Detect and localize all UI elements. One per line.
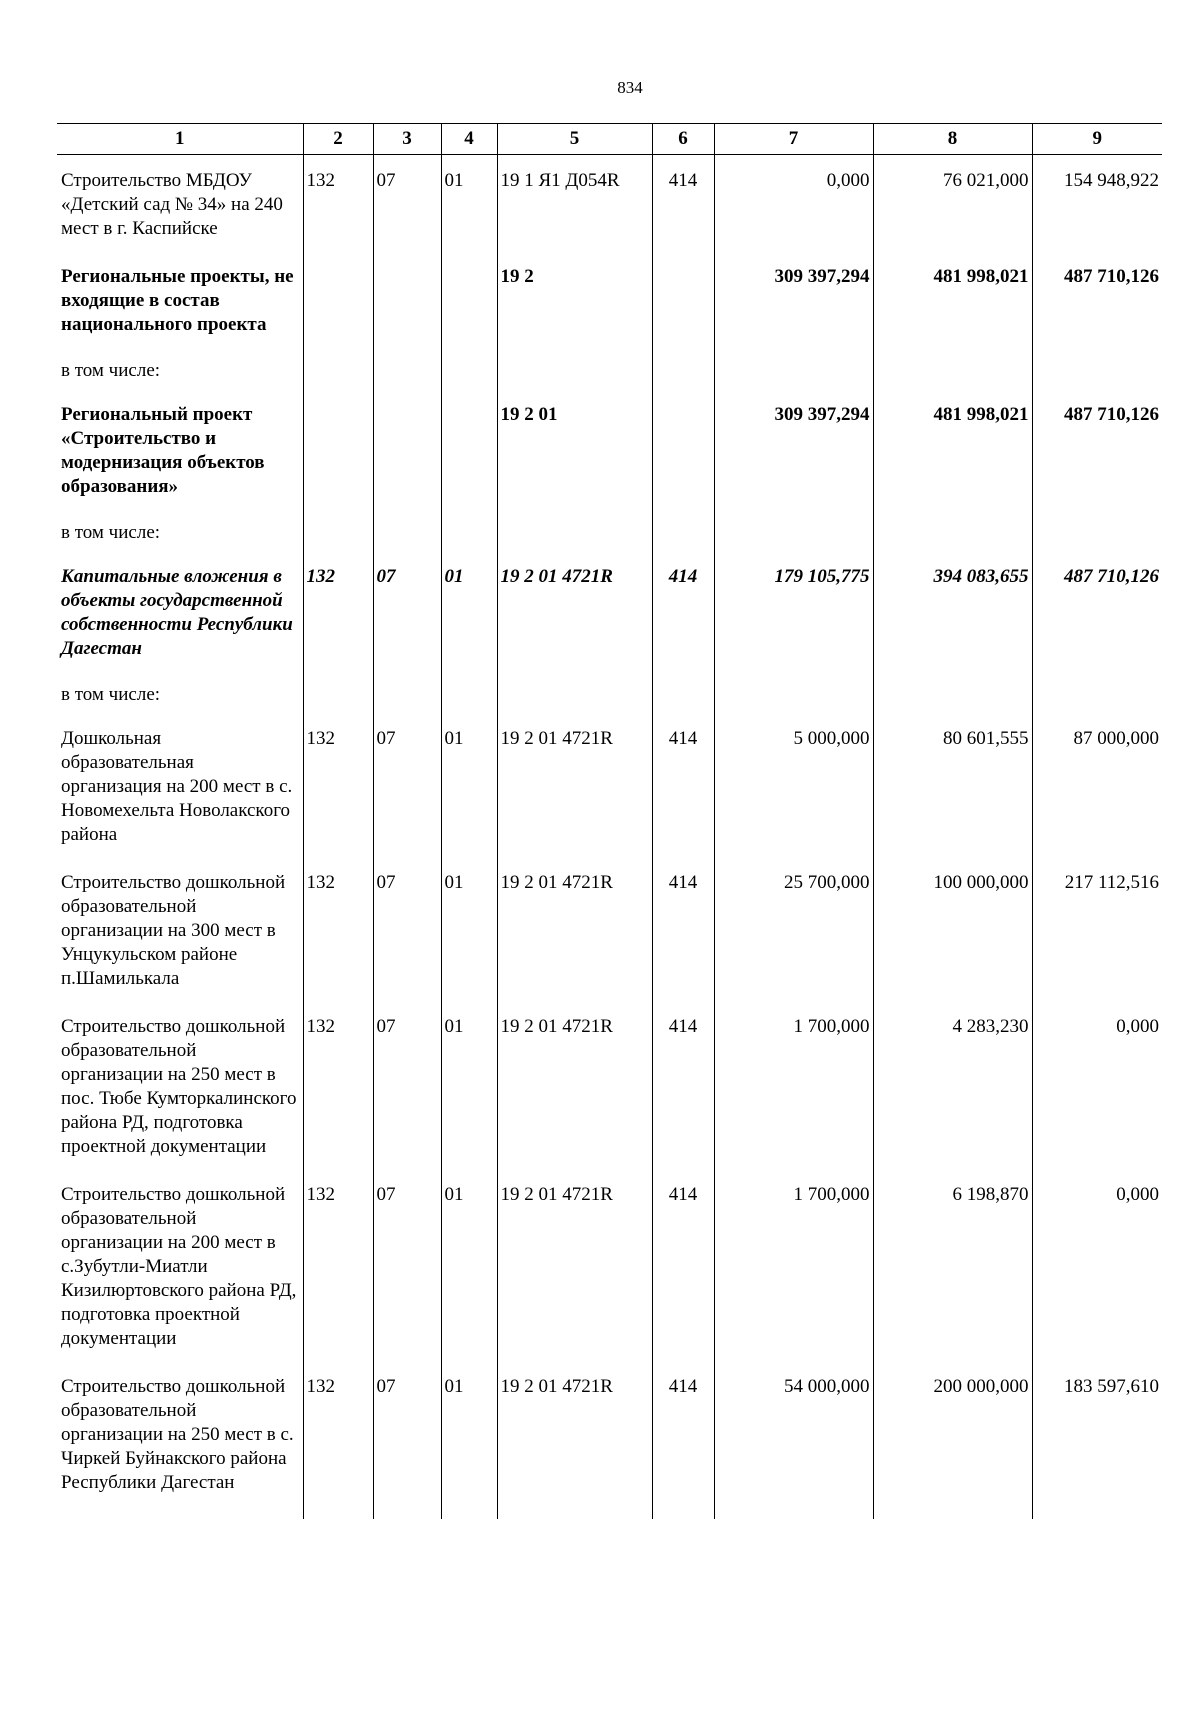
row-name-cell: Строительство дошкольной образовательной организации на 300 мест в Унцукульском районе п.Шамилькала bbox=[61, 872, 286, 989]
section-code-cell: 07 bbox=[373, 1001, 441, 1169]
subsection-code-cell bbox=[441, 671, 497, 713]
row-name-cell: в том числе: bbox=[61, 684, 161, 705]
amount-col8-cell: 394 083,655 bbox=[873, 551, 1032, 671]
column-header: 3 bbox=[373, 124, 441, 155]
row-name-cell: Строительство дошкольной образовательной организации на 200 мест в с.Зубутли-Миатли Кизилюртовского района РД, подготовка проектной документации bbox=[61, 1184, 297, 1349]
amount-col8-cell bbox=[873, 347, 1032, 389]
subsection-code-cell: 01 bbox=[441, 551, 497, 671]
amount-col7-cell: 54 000,000 bbox=[714, 1361, 873, 1519]
amount-col9-cell: 0,000 bbox=[1032, 1001, 1162, 1169]
admin-code-cell: 132 bbox=[303, 155, 373, 252]
amount-col8-cell bbox=[873, 671, 1032, 713]
column-header: 2 bbox=[303, 124, 373, 155]
admin-code-cell: 132 bbox=[303, 713, 373, 857]
admin-code-cell: 132 bbox=[303, 551, 373, 671]
amount-col8-cell: 481 998,021 bbox=[873, 389, 1032, 509]
admin-code-cell bbox=[303, 389, 373, 509]
row-name-cell: Региональные проекты, не входящие в состав национального проекта bbox=[61, 266, 294, 335]
row-name-cell: Дошкольная образовательная организация на 200 мест в с. Новомехельта Новолакского района bbox=[61, 728, 293, 845]
admin-code-cell: 132 bbox=[303, 1361, 373, 1519]
section-code-cell: 07 bbox=[373, 1169, 441, 1361]
amount-col9-cell bbox=[1032, 347, 1162, 389]
expense-type-cell bbox=[652, 251, 714, 347]
amount-col7-cell: 309 397,294 bbox=[714, 389, 873, 509]
row-name-cell: Капитальные вложения в объекты государственной собственности Республики Дагестан bbox=[61, 566, 293, 659]
column-header: 4 bbox=[441, 124, 497, 155]
target-article-cell: 19 2 01 4721R bbox=[497, 857, 652, 1001]
expense-type-cell: 414 bbox=[652, 1169, 714, 1361]
amount-col7-cell bbox=[714, 671, 873, 713]
subsection-code-cell bbox=[441, 389, 497, 509]
expense-type-cell: 414 bbox=[652, 857, 714, 1001]
amount-col7-cell: 309 397,294 bbox=[714, 251, 873, 347]
row-name-cell: Строительство дошкольной образовательной организации на 250 мест в с. Чиркей Буйнакского района Республики Дагестан bbox=[61, 1376, 294, 1493]
amount-col7-cell: 5 000,000 bbox=[714, 713, 873, 857]
section-code-cell bbox=[373, 509, 441, 551]
target-article-cell: 19 2 01 4721R bbox=[497, 1001, 652, 1169]
amount-col8-cell: 6 198,870 bbox=[873, 1169, 1032, 1361]
column-header: 5 bbox=[497, 124, 652, 155]
section-code-cell: 07 bbox=[373, 857, 441, 1001]
expense-type-cell: 414 bbox=[652, 1361, 714, 1519]
amount-col7-cell: 0,000 bbox=[714, 155, 873, 252]
section-code-cell: 07 bbox=[373, 155, 441, 252]
expense-type-cell: 414 bbox=[652, 551, 714, 671]
table-row bbox=[57, 671, 1162, 713]
amount-col9-cell: 154 948,922 bbox=[1032, 155, 1162, 252]
table-body bbox=[57, 155, 1162, 1520]
subsection-code-cell: 01 bbox=[441, 155, 497, 252]
target-article-cell: 19 2 01 bbox=[497, 389, 652, 509]
admin-code-cell: 132 bbox=[303, 857, 373, 1001]
section-code-cell bbox=[373, 389, 441, 509]
page-number: 834 bbox=[617, 78, 643, 97]
amount-col9-cell: 0,000 bbox=[1032, 1169, 1162, 1361]
amount-col9-cell: 183 597,610 bbox=[1032, 1361, 1162, 1519]
target-article-cell: 19 2 01 4721R bbox=[497, 1361, 652, 1519]
amount-col8-cell: 100 000,000 bbox=[873, 857, 1032, 1001]
section-code-cell bbox=[373, 671, 441, 713]
target-article-cell bbox=[497, 509, 652, 551]
row-name-cell: в том числе: bbox=[61, 522, 161, 543]
subsection-code-cell: 01 bbox=[441, 1169, 497, 1361]
admin-code-cell: 132 bbox=[303, 1001, 373, 1169]
admin-code-cell: 132 bbox=[303, 1169, 373, 1361]
amount-col9-cell bbox=[1032, 509, 1162, 551]
column-header: 8 bbox=[873, 124, 1032, 155]
expense-type-cell: 414 bbox=[652, 1001, 714, 1169]
subsection-code-cell: 01 bbox=[441, 1001, 497, 1169]
admin-code-cell bbox=[303, 347, 373, 389]
amount-col9-cell: 487 710,126 bbox=[1032, 551, 1162, 671]
header-row bbox=[57, 124, 1162, 155]
column-header: 1 bbox=[57, 124, 303, 155]
row-name-cell: Строительство МБДОУ «Детский сад № 34» на 240 мест в г. Каспийске bbox=[61, 170, 283, 239]
amount-col8-cell: 76 021,000 bbox=[873, 155, 1032, 252]
amount-col9-cell: 87 000,000 bbox=[1032, 713, 1162, 857]
amount-col8-cell: 481 998,021 bbox=[873, 251, 1032, 347]
table-row bbox=[57, 857, 1162, 1001]
table-row bbox=[57, 1001, 1162, 1169]
section-code-cell: 07 bbox=[373, 1361, 441, 1519]
amount-col8-cell: 200 000,000 bbox=[873, 1361, 1032, 1519]
subsection-code-cell bbox=[441, 251, 497, 347]
amount-col9-cell: 487 710,126 bbox=[1032, 389, 1162, 509]
amount-col9-cell: 487 710,126 bbox=[1032, 251, 1162, 347]
row-name-cell: в том числе: bbox=[61, 360, 161, 381]
table-row bbox=[57, 155, 1162, 252]
column-header: 6 bbox=[652, 124, 714, 155]
row-name-cell: Строительство дошкольной образовательной организации на 250 мест в пос. Тюбе Кумторкалинского района РД, подготовка проектной документации bbox=[61, 1016, 297, 1157]
table-row bbox=[57, 347, 1162, 389]
table-row bbox=[57, 251, 1162, 347]
table-row bbox=[57, 713, 1162, 857]
subsection-code-cell: 01 bbox=[441, 1361, 497, 1519]
table-row bbox=[57, 509, 1162, 551]
amount-col7-cell: 25 700,000 bbox=[714, 857, 873, 1001]
column-header: 7 bbox=[714, 124, 873, 155]
amount-col7-cell bbox=[714, 347, 873, 389]
section-code-cell: 07 bbox=[373, 551, 441, 671]
target-article-cell bbox=[497, 671, 652, 713]
admin-code-cell bbox=[303, 671, 373, 713]
amount-col7-cell: 179 105,775 bbox=[714, 551, 873, 671]
target-article-cell: 19 2 01 4721R bbox=[497, 1169, 652, 1361]
amount-col9-cell bbox=[1032, 671, 1162, 713]
column-header: 9 bbox=[1032, 124, 1162, 155]
target-article-cell: 19 2 01 4721R bbox=[497, 551, 652, 671]
section-code-cell bbox=[373, 251, 441, 347]
expense-type-cell bbox=[652, 389, 714, 509]
expense-type-cell: 414 bbox=[652, 713, 714, 857]
row-name-cell: Региональный проект «Строительство и модернизация объектов образования» bbox=[61, 404, 265, 497]
section-code-cell: 07 bbox=[373, 713, 441, 857]
amount-col7-cell bbox=[714, 509, 873, 551]
admin-code-cell bbox=[303, 509, 373, 551]
amount-col7-cell: 1 700,000 bbox=[714, 1169, 873, 1361]
target-article-cell: 19 2 01 4721R bbox=[497, 713, 652, 857]
table-row bbox=[57, 389, 1162, 509]
amount-col8-cell: 80 601,555 bbox=[873, 713, 1032, 857]
subsection-code-cell: 01 bbox=[441, 857, 497, 1001]
subsection-code-cell bbox=[441, 347, 497, 389]
budget-table bbox=[57, 123, 1162, 1519]
table-row bbox=[57, 1361, 1162, 1519]
target-article-cell: 19 1 Я1 Д054R bbox=[497, 155, 652, 252]
subsection-code-cell bbox=[441, 509, 497, 551]
admin-code-cell bbox=[303, 251, 373, 347]
subsection-code-cell: 01 bbox=[441, 713, 497, 857]
table-row bbox=[57, 551, 1162, 671]
amount-col8-cell bbox=[873, 509, 1032, 551]
expense-type-cell bbox=[652, 509, 714, 551]
amount-col9-cell: 217 112,516 bbox=[1032, 857, 1162, 1001]
expense-type-cell bbox=[652, 671, 714, 713]
table-row bbox=[57, 1169, 1162, 1361]
target-article-cell bbox=[497, 347, 652, 389]
expense-type-cell bbox=[652, 347, 714, 389]
expense-type-cell: 414 bbox=[652, 155, 714, 252]
amount-col8-cell: 4 283,230 bbox=[873, 1001, 1032, 1169]
amount-col7-cell: 1 700,000 bbox=[714, 1001, 873, 1169]
section-code-cell bbox=[373, 347, 441, 389]
target-article-cell: 19 2 bbox=[497, 251, 652, 347]
